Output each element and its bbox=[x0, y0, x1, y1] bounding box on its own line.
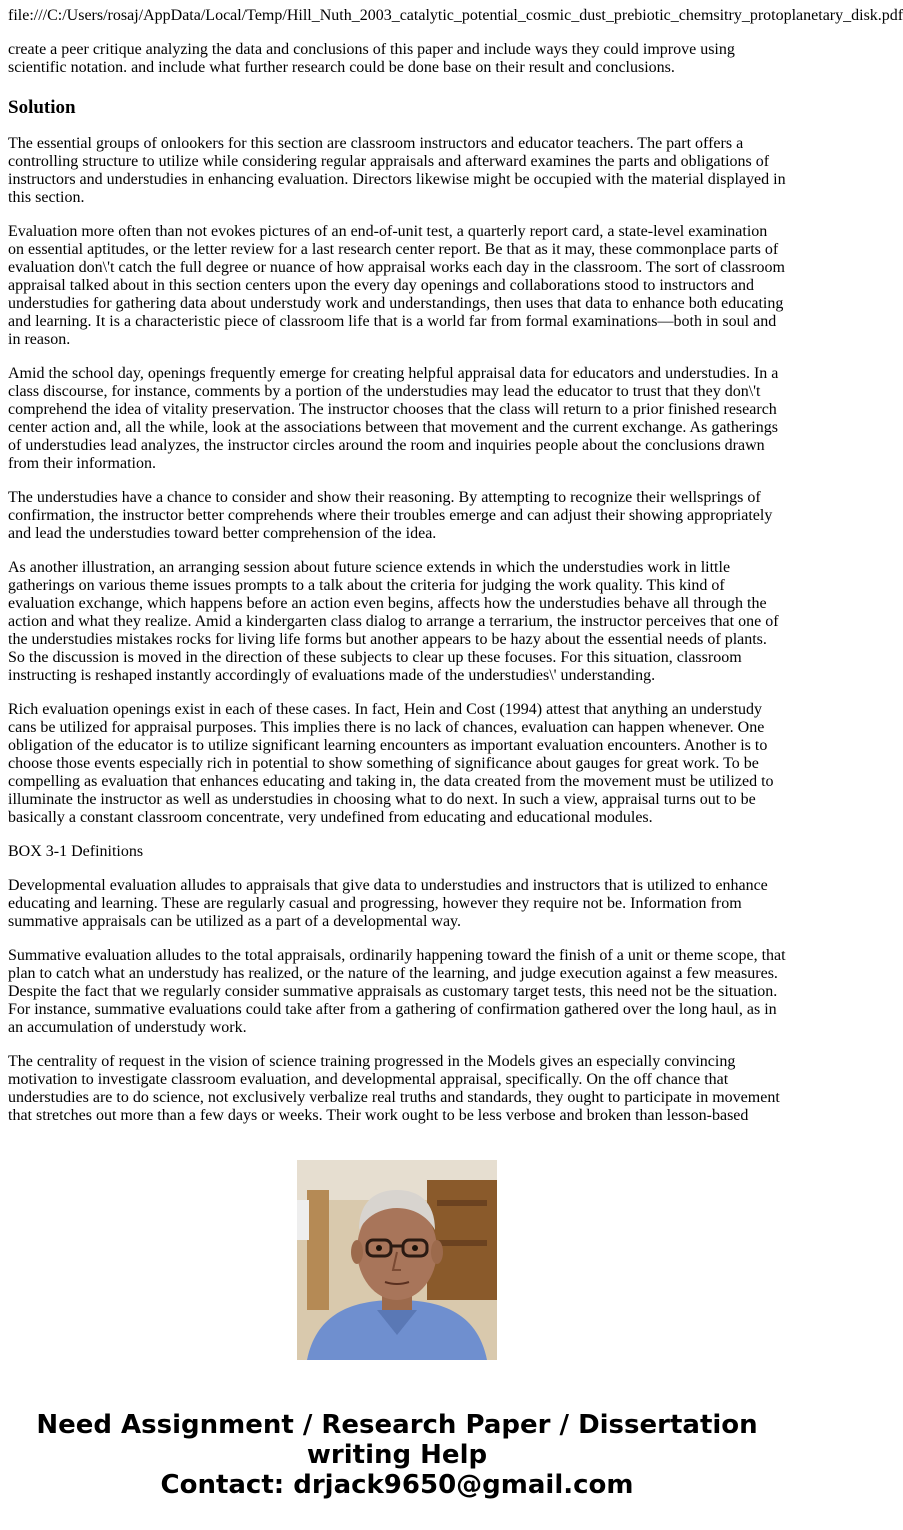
box-heading: BOX 3-1 Definitions bbox=[8, 843, 144, 860]
solution-paragraph: The understudies have a chance to consider and show their reasoning. By attempting to recognize their wellsprings of confirmation, the instructor better comprehends where their troubles emerge and can adjust their showing appropriately and lead the understudies toward better comprehension of the idea. bbox=[8, 489, 773, 542]
solution-paragraph: The centrality of request in the vision of science training progressed in the Models gives an especially convincing motivation to investigate classroom evaluation, and developmental appraisal, specifically. On the off chance that understudies are to do science, not exclusively verbalize real truths and standards, they ought to participate in movement that stretches out more than a few days or weeks. Their work ought to be less verbose and broken than lesson-based bbox=[8, 1053, 780, 1124]
banner-line: Need Assignment / Research Paper / Dissertation bbox=[36, 1410, 758, 1440]
solution-paragraph: Summative evaluation alludes to the total appraisals, ordinarily happening toward the finish of a unit or theme scope, that plan to catch what an understudy has realized, or the nature of the learning, and judge execution against a few measures. Despite the fact that we regularly consider summative appraisals as customary target tests, this need not be the situation. For instance, summative evaluations could take after from a gathering of confirmation gathered over the long haul, as in an accumulation of understudy work. bbox=[8, 947, 786, 1036]
solution-paragraph: The essential groups of onlookers for this section are classroom instructors and educator teachers. The part offers a controlling structure to utilize while considering regular appraisals and afterward examines the parts and obligations of instructors and understudies in enhancing evaluation. Directors likewise might be occupied with the material displayed in this section. bbox=[8, 135, 786, 206]
author-avatar bbox=[297, 1160, 497, 1360]
document-page bbox=[0, 7, 903, 1161]
promo-banner bbox=[0, 1410, 794, 1500]
solution-body bbox=[8, 135, 786, 1161]
solution-paragraph: Rich evaluation openings exist in each of these cases. In fact, Hein and Cost (1994) attest that anything an understudy cans be utilized for appraisal purposes. This implies there is no lack of chances, evaluation can happen whenever. One obligation of the educator is to utilize significant learning encounters as important evaluation encounters. Another is to choose those events especially rich in potential to show something of significance about gauges for great work. To be compelling as evaluation that enhances educating and taking in, the data created from the movement must be utilized to illuminate the instructor as well as understudies in choosing what to do next. In such a view, appraisal turns out to be basically a constant classroom concentrate, very undefined from educating and educational modules. bbox=[8, 701, 774, 826]
solution-paragraph: As another illustration, an arranging session about future science extends in which the understudies work in little gatherings on various theme issues prompts to a talk about the criteria for judging the work quality. This kind of evaluation exchange, which happens before an action even begins, affects how the understudies behave all through the action and what they realize. Amid a kindergarten class dialog to arrange a terrarium, the instructor perceives that one of the understudies mistakes rocks for living life forms but another appears to be hazy about the essential needs of plants. So the discussion is moved in the direction of these subjects to clear up these focuses. For this situation, classroom instructing is reshaped instantly accordingly of evaluations made of the understudies\' understanding. bbox=[8, 559, 779, 684]
solution-paragraph: Developmental evaluation alludes to appraisals that give data to understudies and instructors that is utilized to enhance educating and learning. These are regularly casual and progressing, however they require not be. Information from summative appraisals can be utilized as a part of a developmental way. bbox=[8, 877, 768, 930]
banner-line: writing Help bbox=[306, 1440, 488, 1470]
question-text: create a peer critique analyzing the data and conclusions of this paper and include ways they could improve using scientific notation. and include what further research could be done base on their result and conclusions. bbox=[8, 41, 735, 76]
file-path-header: file:///C:/Users/rosaj/AppData/Local/Temp/Hill_Nuth_2003_catalytic_potential_cosmic_dust_prebiotic_chemsitry_protoplanetary_disk.pdf bbox=[8, 7, 903, 24]
banner-contact: Contact: drjack9650@gmail.com bbox=[160, 1470, 634, 1500]
solution-heading: Solution bbox=[8, 97, 76, 118]
solution-paragraph: Amid the school day, openings frequently emerge for creating helpful appraisal data for educators and understudies. In a class discourse, for instance, comments by a portion of the understudies may lead the educator to trust that they don\'t comprehend the idea of vitality preservation. The instructor chooses that the class will return to a prior finished research center action and, all the while, look at the associations between that movement and the current exchange. As gatherings of understudies lead analyzes, the instructor circles around the room and inquiries people about the conclusions drawn from their information. bbox=[8, 365, 779, 472]
solution-paragraph: Evaluation more often than not evokes pictures of an end-of-unit test, a quarterly report card, a state-level examination on essential aptitudes, or the letter review for a last research center report. Be that as it may, these commonplace parts of evaluation don\'t catch the full degree or nuance of how appraisal works each day in the classroom. The sort of classroom appraisal talked about in this section centers upon the every day openings and collaborations stood to instructors and understudies for gathering data about understudy work and understandings, then uses that data to enhance both educating and learning. It is a characteristic piece of classroom life that is a world far from formal examinations—both in soul and in reason. bbox=[8, 223, 785, 348]
author-portrait bbox=[297, 1160, 497, 1360]
